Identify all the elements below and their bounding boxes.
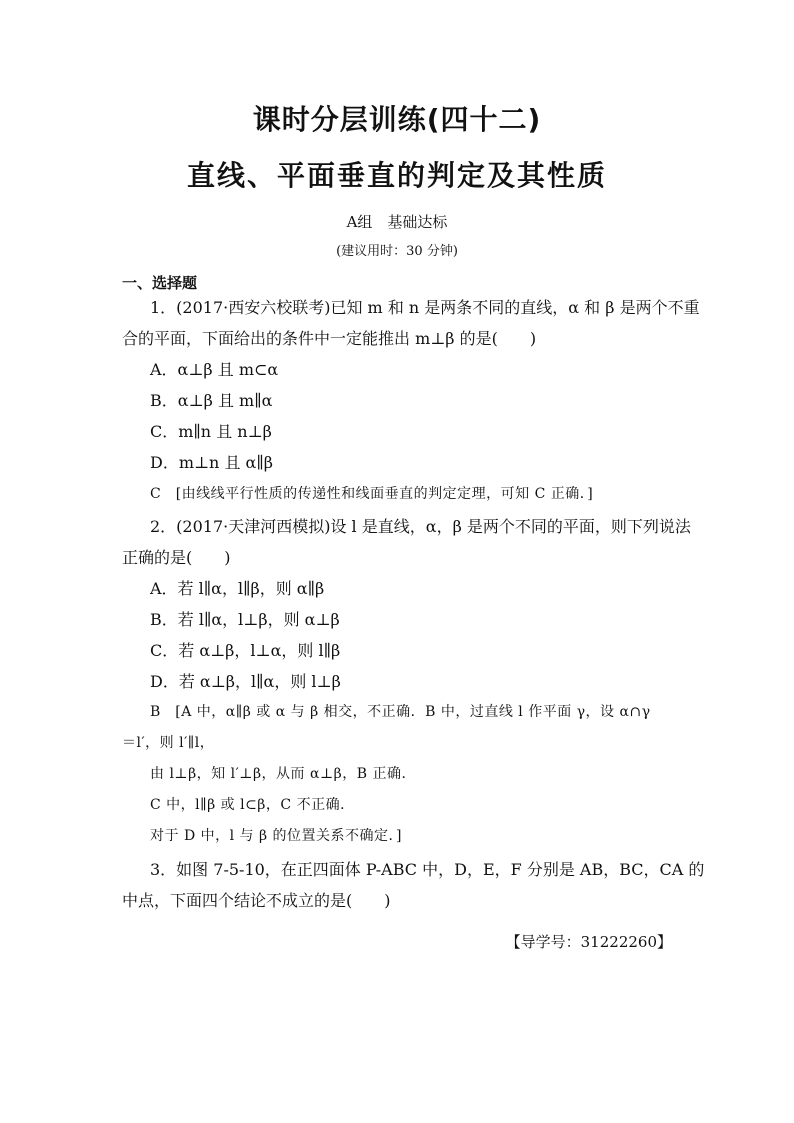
text-line: B．α⊥β 且 m∥α: [150, 391, 273, 410]
page-subtitle: 直线、平面垂直的判定及其性质: [186, 159, 607, 192]
text-line: 合的平面，下面给出的条件中一定能推出 m⊥β 的是( ): [122, 329, 537, 348]
text-line: 1．(2017·西安六校联考)已知 m 和 n 是两条不同的直线，α 和 β 是两个不重: [150, 298, 700, 317]
time-hint: (建议用时：30 分钟): [336, 244, 458, 259]
text-line: D．若 α⊥β，l∥α，则 l⊥β: [150, 672, 341, 691]
text-line: A．若 l∥α，l∥β，则 α∥β: [150, 579, 325, 598]
text-line: A．α⊥β 且 m⊂α: [150, 360, 279, 379]
solution-line: 由 l⊥β，知 l′⊥β，从而 α⊥β，B 正确．: [150, 766, 416, 782]
text-line: B．若 l∥α，l⊥β，则 α⊥β: [150, 610, 340, 629]
text-line: C．m∥n 且 n⊥β: [150, 422, 272, 441]
section-heading: 一、选择题: [122, 274, 198, 292]
solution-line: B [A 中，α∥β 或 α 与 β 相交，不正确．B 中，过直线 l 作平面 γ，设 α∩γ: [150, 704, 651, 720]
group-label: A组 基础达标: [346, 213, 448, 231]
text-line: 2．(2017·天津河西模拟)设 l 是直线，α，β 是两个不同的平面，则下列说法: [150, 517, 691, 536]
text-line: D．m⊥n 且 α∥β: [150, 453, 273, 472]
solution-line: 对于 D 中，l 与 β 的位置关系不确定．]: [150, 828, 403, 844]
page-title: 课时分层训练(四十二): [252, 103, 542, 136]
solution-line: C [由线线平行性质的传递性和线面垂直的判定定理，可知 C 正确．]: [150, 486, 594, 502]
text-line: 3．如图 7-5-10，在正四面体 P-ABC 中，D，E，F 分别是 AB，BC，CA 的: [150, 860, 705, 879]
text-line: 中点，下面四个结论不成立的是( ): [122, 891, 391, 910]
text-line: 正确的是( ): [122, 548, 231, 567]
solution-line: ＝l′，则 l′∥l，: [122, 735, 215, 751]
solution-line: C 中，l∥β 或 l⊂β，C 不正确．: [150, 797, 355, 813]
guide-number: 【导学号：31222260】: [505, 933, 672, 951]
text-line: C．若 α⊥β，l⊥α，则 l∥β: [150, 641, 341, 660]
